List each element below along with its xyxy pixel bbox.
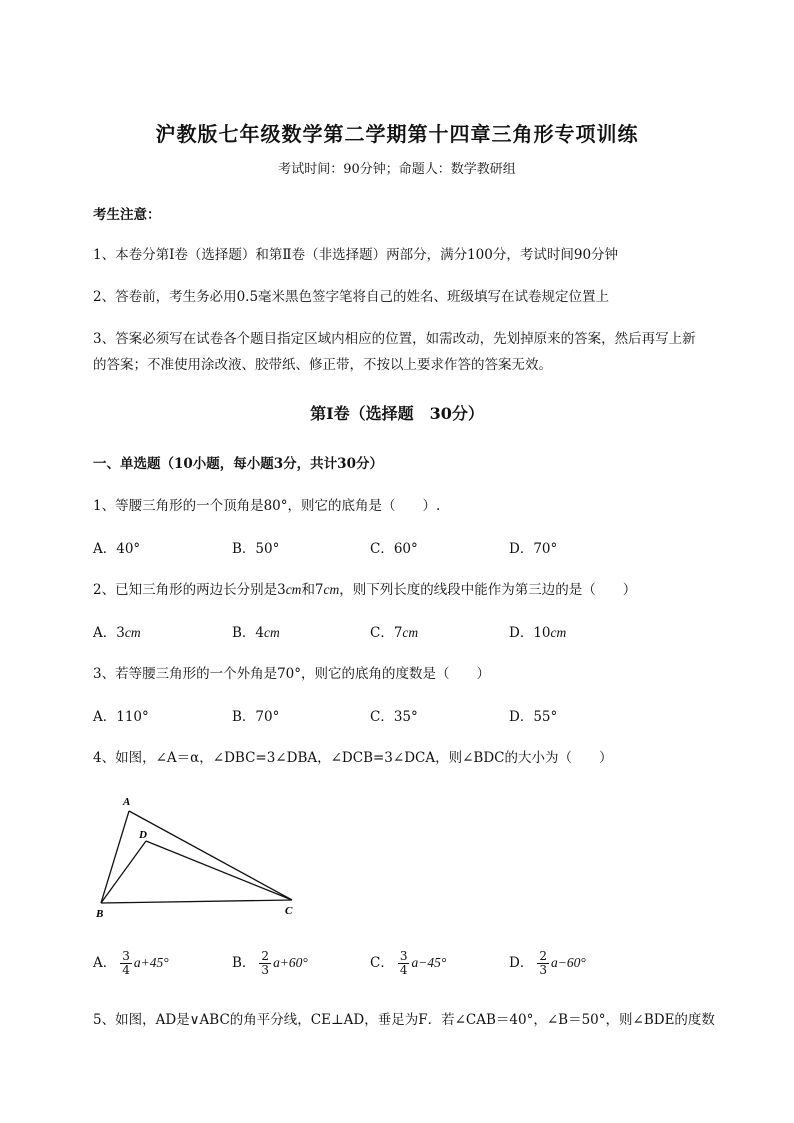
triangle-figure <box>90 790 305 920</box>
q4-option-c: C． $\frac{3}{4}$ a−45° <box>370 949 447 977</box>
q3-option-d: D．55° <box>509 709 558 725</box>
edge-dc <box>146 841 292 900</box>
page-title: 沪教版七年级数学第二学期第十四章三角形专项训练 <box>155 122 639 146</box>
question-3-stem: 3、若等腰三角形的一个外角是70°，则它的底角的度数是（ ） <box>93 666 491 682</box>
label-d: D <box>139 829 147 841</box>
exam-info: 考试时间：90分钟；命题人：数学教研组 <box>278 162 516 177</box>
q1-option-a: A．40° <box>93 541 141 557</box>
q2-option-b: B．4cm <box>232 625 280 641</box>
notice-item-3-cont: 的答案；不准使用涂改液、胶带纸、修正带，不按以上要求作答的答案无效。 <box>93 357 552 373</box>
notice-item-3: 3、答案必须写在试卷各个题目指定区域内相应的位置，如需改动，先划掉原来的答案，然后再写上新 <box>93 331 696 347</box>
q2-option-c: C．7cm <box>370 625 419 641</box>
q3-option-a: A．110° <box>93 709 149 725</box>
q4-option-b: B． $\frac{2}{3}$ a+60° <box>232 949 308 977</box>
edge-ac <box>129 811 292 900</box>
q3-option-c: C．35° <box>370 709 418 725</box>
section-title: 第I卷（选择题 30分） <box>310 404 484 423</box>
q1-option-b: B．50° <box>232 541 280 557</box>
label-c: C <box>285 905 293 917</box>
q4-option-d: D． $\frac{2}{3}$ a−60° <box>509 949 586 977</box>
q1-option-c: C．60° <box>370 541 418 557</box>
notice-item-2: 2、答卷前，考生务必用0.5毫米黑色签字笔将自己的姓名、班级填写在试卷规定位置上 <box>93 289 610 305</box>
q1-option-d: D．70° <box>509 541 558 557</box>
question-2-stem: 2、已知三角形的两边长分别是3cm和7cm，则下列长度的线段中能作为第三边的是（ ） <box>93 582 637 598</box>
q4-option-a: A． $\frac{3}{4}$ a+45° <box>93 949 169 977</box>
question-4-stem: 4、如图，∠A＝α，∠DBC=3∠DBA，∠DCB=3∠DCA，则∠BDC的大小为（ ） <box>93 750 613 766</box>
q3-option-b: B．70° <box>232 709 280 725</box>
question-5-stem: 5、如图，AD是∨ABC的角平分线，CE⊥AD，垂足为F．若∠CAB＝40°，∠B＝50°，则∠BDE的度数 <box>93 1012 715 1028</box>
q2-option-a: A．3cm <box>93 625 141 641</box>
edge-bc <box>101 900 292 903</box>
q2-option-d: D．10cm <box>509 625 567 641</box>
label-b: B <box>96 908 104 920</box>
edge-db <box>101 841 146 903</box>
question-1-stem: 1、等腰三角形的一个顶角是80°，则它的底角是（ ）. <box>93 498 441 514</box>
part-heading: 一、单选题（10小题，每小题3分，共计30分） <box>93 456 383 472</box>
label-a: A <box>123 796 131 808</box>
notice-heading: 考生注意： <box>93 207 161 223</box>
notice-item-1: 1、本卷分第I卷（选择题）和第Ⅱ卷（非选择题）两部分，满分100分，考试时间90分钟 <box>93 247 619 263</box>
edge-ab <box>101 811 129 903</box>
